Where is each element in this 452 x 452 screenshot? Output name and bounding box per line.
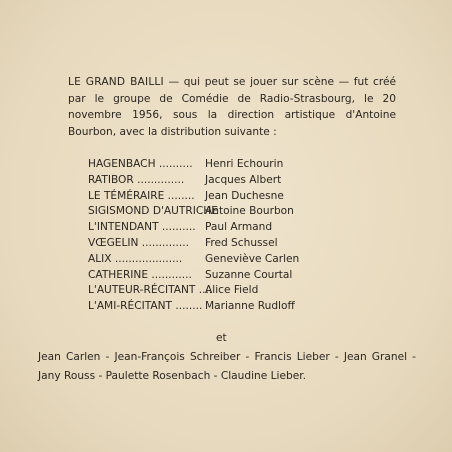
cast-row [88, 268, 293, 284]
cast-actor: Jacques Albert [205, 173, 282, 186]
cast-actor: Geneviève Carlen [205, 252, 300, 265]
cast-row [88, 220, 273, 236]
cast-actor: Marianne Rudloff [205, 300, 295, 313]
cast-actor: Henri Echourin [205, 158, 284, 170]
cast-list [88, 157, 300, 315]
cast-role: SIGISMOND D'AUTRICHE [88, 205, 218, 218]
et-separator: et [216, 332, 227, 344]
cast-role: CATHERINE ............ [88, 268, 192, 281]
cast-role: VŒGELIN .............. [88, 236, 189, 249]
cast-actor: Jean Duchesne [205, 189, 284, 202]
extras-paragraph: Jean Carlen - Jean-François Schreiber - Francis Lieber - Jean Granel - Jany Rouss - Paulette Rosenbach - Claudine Lieber. [38, 351, 416, 382]
cast-row [88, 236, 278, 252]
intro-paragraph [68, 74, 396, 140]
cast-row [88, 283, 259, 299]
cast-role: L'AUTEUR-RÉCITANT .... [88, 284, 213, 297]
cast-actor: Antoine Bourbon [205, 205, 294, 218]
play-title: LE GRAND BAILLI [68, 76, 164, 88]
cast-actor: Paul Armand [205, 221, 273, 234]
cast-row [88, 173, 282, 189]
cast-actor: Fred Schussel [205, 236, 278, 249]
cast-actor: Suzanne Courtal [205, 268, 293, 281]
cast-role: LE TÉMÉRAIRE ........ [88, 189, 195, 202]
cast-row [88, 299, 295, 315]
cast-role: ALIX .................... [88, 252, 183, 265]
intro-text: — qui peut se jouer sur scène — fut créé par le groupe de Comédie de Radio-Strasbourg, le 20 novembre 1956, sous la direction artistique d'Antoine Bourbon, avec la distribution suivante : [68, 76, 397, 138]
cast-role: L'INTENDANT .......... [88, 221, 196, 234]
cast-actor: Alice Field [205, 284, 259, 297]
cast-role: RATIBOR .............. [88, 173, 185, 186]
cast-row [88, 189, 284, 205]
cast-row [88, 204, 294, 220]
cast-role: L'AMI-RÉCITANT ........ [88, 300, 203, 313]
cast-row [88, 252, 300, 268]
cast-role: HAGENBACH .......... [88, 158, 193, 170]
cast-row [88, 157, 284, 173]
